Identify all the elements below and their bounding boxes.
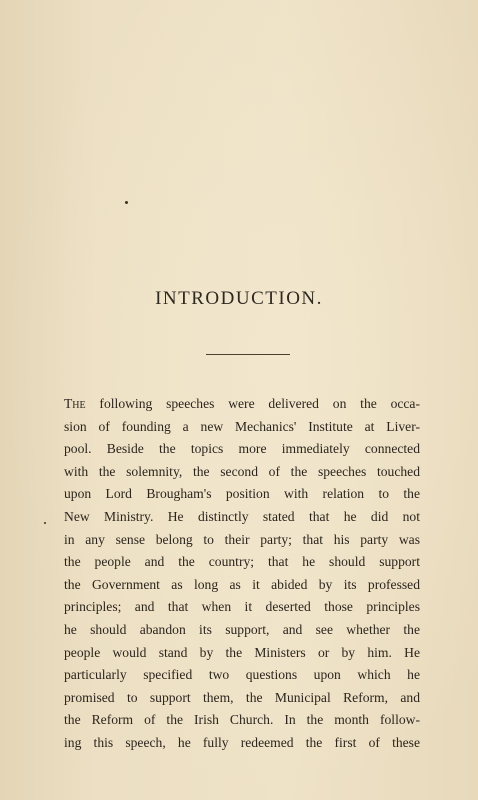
body-paragraph <box>64 393 420 755</box>
text-line: promised to support them, the Municipal Reform, and <box>64 689 420 705</box>
text-line: the Government as long as it abided by its professed <box>64 576 420 592</box>
text-line: sion of founding a new Mechanics' Institute at Liver- <box>64 418 420 434</box>
text-line: people would stand by the Ministers or by him. He <box>64 644 420 660</box>
first-word: The <box>64 396 86 411</box>
chapter-heading: INTRODUCTION. <box>155 288 323 309</box>
text-line: he should abandon its support, and see whether the <box>64 621 420 637</box>
text-line: upon Lord Brougham's position with relation to the <box>64 486 420 502</box>
line-text: following speeches were delivered on the occa- <box>85 396 420 411</box>
text-line: New Ministry. He distinctly stated that he did not <box>64 508 420 524</box>
text-line: with the solemnity, the second of the speeches touched <box>64 463 420 479</box>
text-line: particularly specified two questions upon which he <box>64 667 420 683</box>
ink-speck <box>125 201 128 204</box>
text-line: principles; and that when it deserted those principles <box>64 599 420 615</box>
text-line: ing this speech, he fully redeemed the first of these <box>64 734 420 750</box>
text-line: in any sense belong to their party; that his party was <box>64 531 420 547</box>
text-line: pool. Beside the topics more immediately connected <box>64 441 420 457</box>
text-line: the Reform of the Irish Church. In the month follow- <box>64 712 420 728</box>
ink-speck <box>44 522 46 524</box>
text-line <box>64 393 420 416</box>
heading-rule <box>206 354 290 355</box>
text-line: the people and the country; that he should support <box>64 554 420 570</box>
